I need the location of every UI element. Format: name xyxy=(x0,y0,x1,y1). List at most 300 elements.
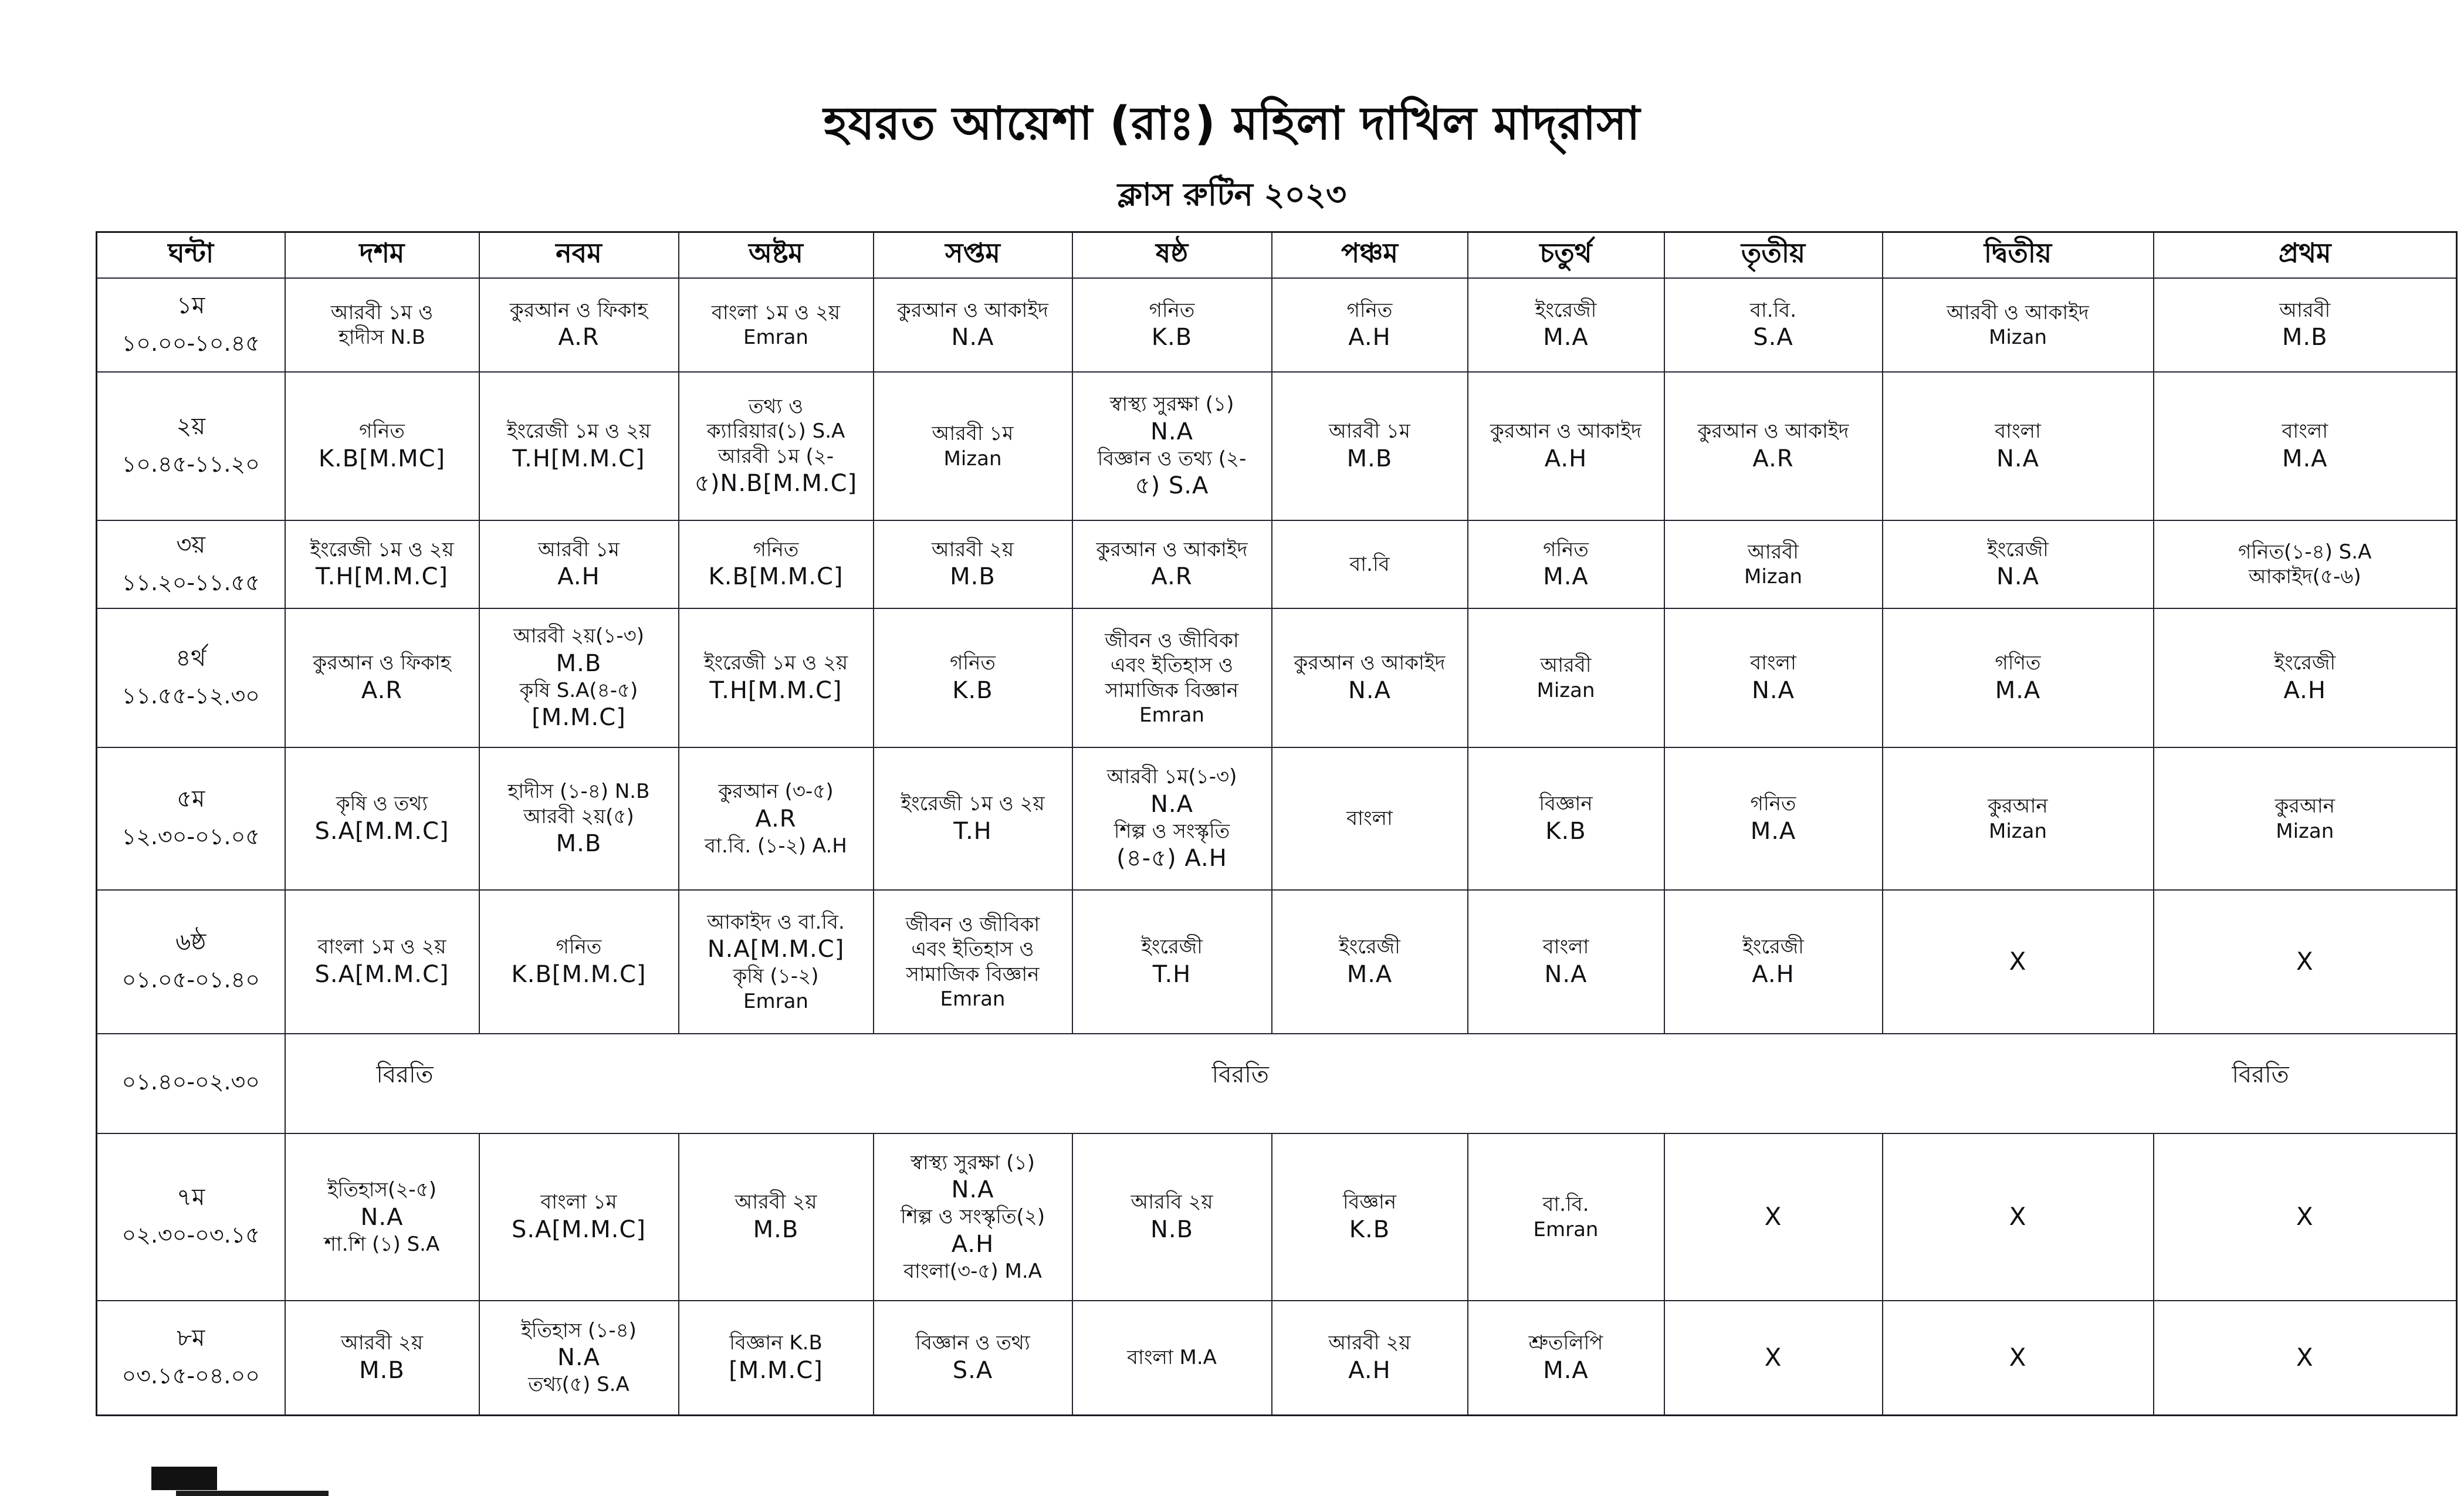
subject-cell-দ্বিতীয় xyxy=(1883,1301,2154,1415)
period-row-২য় xyxy=(97,372,2457,520)
cell-line: আরবী ১ম xyxy=(932,422,1014,445)
subject-cell-অষ্টম xyxy=(679,1301,874,1415)
subject-cell-ষষ্ঠ xyxy=(1072,608,1272,747)
subject-cell-প্রথম xyxy=(2154,1301,2457,1415)
cell-line: আরবী ২য় xyxy=(735,1190,817,1214)
cell-line: N.A xyxy=(360,1203,404,1231)
subject-cell-পঞ্চম xyxy=(1272,747,1468,890)
time-cell xyxy=(97,1301,285,1415)
subject-cell-ষষ্ঠ xyxy=(1072,890,1272,1034)
cell-line: কৃষি S.A(৪-৫) xyxy=(519,678,638,702)
cell-line: বিজ্ঞান ও তথ্য (২- xyxy=(1097,446,1247,471)
period-label: ২য় xyxy=(176,413,206,440)
time-cell xyxy=(97,278,285,372)
break-row xyxy=(97,1034,2457,1133)
cell-line: A.R xyxy=(1752,445,1794,472)
cell-line: আরবী ১ম ও xyxy=(330,300,434,324)
period-label: ৭ম xyxy=(177,1184,205,1211)
subject-cell-অষ্টম xyxy=(679,890,874,1034)
column-header-7: চতুর্থ xyxy=(1468,232,1664,279)
time-cell xyxy=(97,1034,285,1133)
cell-line: বাংলা ১ম xyxy=(540,1190,617,1214)
subject-cell-প্রথম xyxy=(2154,608,2457,747)
subject-cell-ষষ্ঠ xyxy=(1072,278,1272,372)
cell-line: স্বাস্থ্য সুরক্ষা (১) xyxy=(911,1150,1035,1175)
subject-cell-সপ্তম xyxy=(874,1301,1072,1415)
cell-line: এবং ইতিহাস ও xyxy=(911,937,1034,961)
cell-line: M.A xyxy=(2282,445,2328,472)
subject-cell-তৃতীয় xyxy=(1664,890,1883,1034)
subject-cell-সপ্তম xyxy=(874,608,1072,747)
cell-line: কুরআন ও আকাইদ xyxy=(1697,419,1849,444)
cell-line: T.H[M.M.C] xyxy=(315,563,449,591)
cell-line: শা.শি (১) S.A xyxy=(324,1232,440,1256)
cell-line: [M.M.C] xyxy=(532,704,626,731)
cell-line: শ্রুতলিপি xyxy=(1528,1331,1603,1355)
column-header-10: প্রথম xyxy=(2154,232,2457,279)
cell-line: M.B xyxy=(2282,324,2328,351)
cell-line: বিজ্ঞান xyxy=(1539,792,1593,816)
cell-line: Mizan xyxy=(2276,819,2334,843)
subject-cell-চতুর্থ xyxy=(1468,1133,1664,1301)
break-span-cell xyxy=(285,1034,2457,1133)
cell-line: তথ্য ও xyxy=(748,394,804,418)
subject-cell-অষ্টম xyxy=(679,1133,874,1301)
subject-cell-ষষ্ঠ xyxy=(1072,372,1272,520)
cell-line: বাংলা xyxy=(1346,807,1393,831)
subject-cell-অষ্টম xyxy=(679,747,874,890)
time-range: ১২.৩০-০১.০৫ xyxy=(121,824,260,849)
cell-line: A.H xyxy=(1752,960,1795,988)
cell-line: কুরআন (৩-৫) xyxy=(718,780,834,803)
cell-line: Mizan xyxy=(1536,678,1595,702)
subject-cell-দশম xyxy=(285,278,479,372)
subject-cell-ষষ্ঠ xyxy=(1072,520,1272,608)
column-header-5: ষষ্ঠ xyxy=(1072,232,1272,279)
subject-cell-নবম xyxy=(479,278,679,372)
page-subtitle: ক্লাস রুটিন ২০২৩ xyxy=(1117,176,1347,213)
time-range: ১০.০০-১০.৪৫ xyxy=(121,330,260,356)
subject-cell-সপ্তম xyxy=(874,278,1072,372)
subject-cell-অষ্টম xyxy=(679,608,874,747)
subject-cell-দ্বিতীয় xyxy=(1883,608,2154,747)
subject-cell-দ্বিতীয় xyxy=(1883,1133,2154,1301)
cell-line: আরবী xyxy=(2279,298,2331,322)
cell-line: ক্যারিয়ার(১) S.A xyxy=(706,419,845,444)
time-cell xyxy=(97,520,285,608)
cell-line: সামাজিক বিজ্ঞান xyxy=(1105,678,1239,702)
cell-line: A.H xyxy=(2283,676,2326,704)
cell-line: ইংরেজী xyxy=(1987,537,2049,561)
subject-cell-দ্বিতীয় xyxy=(1883,520,2154,608)
subject-cell-তৃতীয় xyxy=(1664,1133,1883,1301)
time-range: ১০.৪৫-১১.২০ xyxy=(121,451,260,477)
cell-line: আকাইদ(৫-৬) xyxy=(2248,565,2361,588)
column-header-2: নবম xyxy=(479,232,679,279)
subject-cell-নবম xyxy=(479,747,679,890)
cell-line: N.A xyxy=(951,1176,994,1204)
subject-cell-দশম xyxy=(285,1133,479,1301)
subject-cell-সপ্তম xyxy=(874,890,1072,1034)
no-class-mark: X xyxy=(2296,947,2314,976)
cell-line: বা.বি. xyxy=(1749,298,1797,322)
time-range: ১১.৫৫-১২.৩০ xyxy=(121,683,260,709)
cell-line: K.B xyxy=(952,676,993,704)
cell-line: (৪-৫) A.H xyxy=(1116,845,1227,872)
cell-line: গনিত xyxy=(1149,298,1195,322)
subject-cell-প্রথম xyxy=(2154,278,2457,372)
class-routine-table xyxy=(96,231,2458,1416)
subject-cell-পঞ্চম xyxy=(1272,1301,1468,1415)
cell-line: M.A xyxy=(1543,563,1589,591)
column-header-1: দশম xyxy=(285,232,479,279)
cell-line: আরবী ২য়(৫) xyxy=(523,804,634,828)
cell-line: A.R xyxy=(361,676,403,704)
subject-cell-তৃতীয় xyxy=(1664,1301,1883,1415)
time-range: ১১.২০-১১.৫৫ xyxy=(121,569,260,595)
subject-cell-অষ্টম xyxy=(679,520,874,608)
cell-line: T.H[M.M.C] xyxy=(709,676,842,704)
period-row-৮ম xyxy=(97,1301,2457,1415)
subject-cell-দশম xyxy=(285,608,479,747)
no-class-mark: X xyxy=(2296,1202,2314,1231)
cell-line: আরবী ১ম xyxy=(538,537,620,561)
time-cell xyxy=(97,372,285,520)
cell-line: M.B xyxy=(1346,445,1393,472)
column-header-8: তৃতীয় xyxy=(1664,232,1883,279)
cell-line: গনিত(১-৪) S.A xyxy=(2238,540,2372,564)
period-label: ৬ষ্ঠ xyxy=(175,929,207,956)
subject-cell-চতুর্থ xyxy=(1468,747,1664,890)
cell-line: A.H xyxy=(951,1230,994,1258)
cell-line: বাংলা ১ম ও ২য় xyxy=(317,935,446,959)
cell-line: গনিত xyxy=(753,537,799,561)
cell-line: কুরআন ও ফিকাহ xyxy=(313,651,451,675)
cell-line: জীবন ও জীবিকা xyxy=(1105,628,1239,652)
cell-line: M.B xyxy=(950,563,996,591)
cell-line: বাংলা(৩-৫) M.A xyxy=(903,1259,1042,1283)
subject-cell-পঞ্চম xyxy=(1272,890,1468,1034)
cell-line: শিল্প ও সংস্কৃতি(২) xyxy=(900,1205,1045,1229)
cell-line: আরবী ১ম(১-৩) xyxy=(1106,765,1237,788)
cell-line: কুরআন ও আকাইদ xyxy=(897,298,1048,322)
cell-line: কুরআন ও আকাইদ xyxy=(1096,537,1248,561)
cell-line: N.A xyxy=(1544,960,1588,988)
cell-line: এবং ইতিহাস ও xyxy=(1110,654,1234,677)
cell-line: S.A xyxy=(952,1356,993,1384)
cell-line: Emran xyxy=(743,989,808,1013)
subject-cell-দ্বিতীয় xyxy=(1883,890,2154,1034)
cell-line: ইতিহাস (১-৪) xyxy=(521,1318,637,1342)
subject-cell-দ্বিতীয় xyxy=(1883,278,2154,372)
cell-line: A.H xyxy=(557,563,600,591)
cell-line: বাংলা xyxy=(1542,935,1589,959)
subject-cell-চতুর্থ xyxy=(1468,890,1664,1034)
subject-cell-অষ্টম xyxy=(679,372,874,520)
subject-cell-ষষ্ঠ xyxy=(1072,1133,1272,1301)
cell-line: M.B xyxy=(556,830,602,857)
period-label: ৩য় xyxy=(176,531,206,559)
period-row-৩য় xyxy=(97,520,2457,608)
cell-line: Mizan xyxy=(1988,326,2047,349)
time-cell xyxy=(97,1133,285,1301)
cell-line: K.B[M.M.C] xyxy=(511,960,647,988)
cell-line: T.H xyxy=(953,817,992,845)
cell-line: N.A xyxy=(1150,418,1193,445)
cell-line: কৃষি (১-২) xyxy=(733,964,819,989)
subject-cell-অষ্টম xyxy=(679,278,874,372)
column-header-4: সপ্তম xyxy=(874,232,1072,279)
subject-cell-চতুর্থ xyxy=(1468,608,1664,747)
cell-line: M.B xyxy=(359,1356,405,1384)
cell-line: T.H xyxy=(1152,960,1192,988)
period-row-৬ষ্ঠ xyxy=(97,890,2457,1034)
cell-line: হাদীস N.B xyxy=(338,326,426,349)
cell-line: আকাইদ ও বা.বি. xyxy=(707,910,845,934)
column-header-9: দ্বিতীয় xyxy=(1883,232,2154,279)
cell-line: বা.বি. (১-২) A.H xyxy=(705,834,847,858)
period-label: ৫ম xyxy=(177,786,205,813)
cell-line: গনিত xyxy=(1543,537,1589,561)
break-label-1: বিরতি xyxy=(1211,1061,1269,1088)
cell-line: N.A xyxy=(1996,563,2039,591)
cell-line: A.H xyxy=(1348,1356,1391,1384)
cell-line: M.A xyxy=(1750,817,1796,845)
cell-line: গনিত xyxy=(359,419,405,444)
subject-cell-পঞ্চম xyxy=(1272,520,1468,608)
cell-line: K.B[M.MC] xyxy=(318,445,446,472)
cell-line: ইংরেজী ১ম ও ২য় xyxy=(310,537,454,561)
scan-artifact xyxy=(151,1467,217,1490)
subject-cell-পঞ্চম xyxy=(1272,372,1468,520)
column-header-6: পঞ্চম xyxy=(1272,232,1468,279)
subject-cell-ষষ্ঠ xyxy=(1072,747,1272,890)
subject-cell-দ্বিতীয় xyxy=(1883,372,2154,520)
cell-line: S.A[M.M.C] xyxy=(314,817,449,845)
subject-cell-সপ্তম xyxy=(874,747,1072,890)
cell-line: হাদীস (১-৪) N.B xyxy=(507,780,650,803)
cell-line: K.B[M.M.C] xyxy=(708,563,844,591)
cell-line: ইংরেজী ১ম ও ২য় xyxy=(506,419,651,444)
cell-line: M.B xyxy=(753,1216,799,1243)
cell-line: A.H xyxy=(1348,324,1391,351)
cell-line: বিজ্ঞান K.B xyxy=(729,1331,823,1355)
time-range: ০১.০৫-০১.৪০ xyxy=(121,967,260,993)
cell-line: K.B xyxy=(1349,1216,1390,1243)
subject-cell-দশম xyxy=(285,747,479,890)
cell-line: গনিত xyxy=(1346,298,1393,322)
subject-cell-প্রথম xyxy=(2154,747,2457,890)
cell-line: M.A xyxy=(1543,1356,1589,1384)
cell-line: Emran xyxy=(743,326,808,349)
no-class-mark: X xyxy=(2009,947,2027,976)
cell-line: A.R xyxy=(755,805,797,832)
cell-line: কুরআন ও আকাইদ xyxy=(1294,651,1446,675)
subject-cell-তৃতীয় xyxy=(1664,747,1883,890)
cell-line: S.A xyxy=(1753,324,1793,351)
subject-cell-পঞ্চম xyxy=(1272,278,1468,372)
cell-line: S.A[M.M.C] xyxy=(314,960,449,988)
cell-line: ৫)N.B[M.M.C] xyxy=(694,470,858,497)
subject-cell-তৃতীয় xyxy=(1664,372,1883,520)
subject-cell-প্রথম xyxy=(2154,890,2457,1034)
cell-line: N.A[M.M.C] xyxy=(707,936,845,963)
subject-cell-সপ্তম xyxy=(874,520,1072,608)
subject-cell-নবম xyxy=(479,520,679,608)
cell-line: আরবী ও আকাইদ xyxy=(1947,300,2089,324)
time-range: ০৩.১৫-০৪.০০ xyxy=(121,1362,260,1389)
cell-line: শিল্প ও সংস্কৃতি xyxy=(1113,819,1230,843)
period-row-৪র্থ xyxy=(97,608,2457,747)
subject-cell-দশম xyxy=(285,520,479,608)
subject-cell-দশম xyxy=(285,372,479,520)
time-range: ০২.৩০-০৩.১৫ xyxy=(121,1222,260,1248)
cell-line: কুরআন xyxy=(1988,794,2048,818)
no-class-mark: X xyxy=(1764,1202,1782,1231)
cell-line: Emran xyxy=(940,987,1006,1011)
cell-line: স্বাস্থ্য সুরক্ষা (১) xyxy=(1109,392,1234,416)
cell-line: বিজ্ঞান xyxy=(1342,1190,1397,1214)
cell-line: ইংরেজী xyxy=(1742,935,1804,959)
cell-line: তথ্য(৫) S.A xyxy=(528,1373,629,1397)
cell-line: আরবী ২য় xyxy=(932,537,1014,561)
subject-cell-তৃতীয় xyxy=(1664,278,1883,372)
cell-line: আরবী ২য়(১-৩) xyxy=(513,624,644,648)
no-class-mark: X xyxy=(2296,1343,2314,1372)
subject-cell-চতুর্থ xyxy=(1468,372,1664,520)
period-label: ১ম xyxy=(177,292,205,319)
cell-line: M.A xyxy=(1543,324,1589,351)
cell-line: N.B xyxy=(1150,1216,1194,1243)
subject-cell-চতুর্থ xyxy=(1468,278,1664,372)
subject-cell-দশম xyxy=(285,1301,479,1415)
cell-line: বা.বি. xyxy=(1542,1193,1589,1216)
cell-line: বা.বি xyxy=(1349,552,1390,576)
time-cell xyxy=(97,747,285,890)
subject-cell-ষষ্ঠ xyxy=(1072,1301,1272,1415)
subject-cell-নবম xyxy=(479,890,679,1034)
subject-cell-দশম xyxy=(285,890,479,1034)
cell-line: T.H[M.M.C] xyxy=(512,445,645,472)
cell-line: [M.M.C] xyxy=(729,1356,823,1384)
time-cell xyxy=(97,608,285,747)
cell-line: K.B xyxy=(1151,324,1193,351)
break-label-2: বিরতি xyxy=(2232,1061,2289,1088)
cell-line: ইতিহাস(২-৫) xyxy=(327,1178,437,1201)
period-row-৭ম xyxy=(97,1133,2457,1301)
page-title: হযরত আয়েশা (রাঃ) মহিলা দাখিল মাদ্‌রাসা xyxy=(823,97,1641,150)
cell-line: Emran xyxy=(1139,703,1204,727)
no-class-mark: X xyxy=(1764,1343,1782,1372)
subject-cell-চতুর্থ xyxy=(1468,1301,1664,1415)
subject-cell-নবম xyxy=(479,1133,679,1301)
cell-line: Mizan xyxy=(1988,819,2047,843)
cell-line: M.A xyxy=(1346,960,1393,988)
cell-line: আরবী ২য় xyxy=(1328,1331,1411,1355)
subject-cell-নবম xyxy=(479,1301,679,1415)
scan-artifact-line xyxy=(176,1491,329,1496)
cell-line: বাংলা M.A xyxy=(1127,1346,1217,1369)
period-row-১ম xyxy=(97,278,2457,372)
cell-line: বাংলা ১ম ও ২য় xyxy=(711,300,841,324)
header-row xyxy=(97,232,2457,279)
subject-cell-চতুর্থ xyxy=(1468,520,1664,608)
cell-line: N.A xyxy=(557,1344,600,1372)
cell-line: ইংরেজী xyxy=(1535,298,1597,322)
subject-cell-দ্বিতীয় xyxy=(1883,747,2154,890)
column-header-3: অষ্টম xyxy=(679,232,874,279)
cell-line: আরবী xyxy=(1747,540,1799,564)
cell-line: Mizan xyxy=(943,446,1002,471)
cell-line: কুরআন ও আকাইদ xyxy=(1490,419,1641,444)
subject-cell-সপ্তম xyxy=(874,372,1072,520)
subject-cell-প্রথম xyxy=(2154,520,2457,608)
time-range: ০১.৪০-০২.৩০ xyxy=(121,1069,260,1095)
cell-line: গনিত xyxy=(556,935,602,959)
cell-line: আরবী ১ম xyxy=(1329,419,1410,444)
cell-line: কৃষি ও তথ্য xyxy=(336,792,428,816)
subject-cell-প্রথম xyxy=(2154,1133,2457,1301)
period-row-৫ম xyxy=(97,747,2457,890)
cell-line: আরবী ১ম (২- xyxy=(717,444,834,468)
cell-line: N.A xyxy=(1752,676,1795,704)
cell-line: M.B xyxy=(556,649,602,677)
subject-cell-তৃতীয় xyxy=(1664,520,1883,608)
subject-cell-পঞ্চম xyxy=(1272,1133,1468,1301)
cell-line: N.A xyxy=(1996,445,2039,472)
cell-line: A.R xyxy=(558,324,600,351)
cell-line: A.R xyxy=(1151,563,1193,591)
cell-line: Emran xyxy=(1533,1217,1599,1241)
cell-line: কুরআন ও ফিকাহ xyxy=(509,298,648,322)
period-label: ৪র্থ xyxy=(175,645,207,672)
column-header-0: ঘন্টা xyxy=(97,232,285,279)
cell-line: বাংলা xyxy=(1750,651,1796,675)
cell-line: কুরআন xyxy=(2275,794,2335,818)
cell-line: S.A[M.M.C] xyxy=(511,1216,647,1243)
cell-line: গণিত xyxy=(1995,651,2041,675)
cell-line: ইংরেজী ১ম ও ২য় xyxy=(703,651,848,675)
cell-line: বিজ্ঞান ও তথ্য xyxy=(915,1331,1030,1355)
routine-body xyxy=(97,278,2457,1415)
cell-line: সামাজিক বিজ্ঞান xyxy=(906,962,1040,986)
cell-line: ইংরেজী xyxy=(1339,935,1400,959)
cell-line: জীবন ও জীবিকা xyxy=(905,912,1040,936)
subject-cell-নবম xyxy=(479,608,679,747)
period-label: ৮ম xyxy=(177,1324,205,1352)
no-class-mark: X xyxy=(2009,1202,2027,1231)
cell-line: গনিত xyxy=(1750,792,1796,816)
time-cell xyxy=(97,890,285,1034)
subject-cell-সপ্তম xyxy=(874,1133,1072,1301)
subject-cell-নবম xyxy=(479,372,679,520)
cell-line: আরবি ২য় xyxy=(1131,1190,1213,1214)
cell-line: Mizan xyxy=(1744,565,1802,588)
subject-cell-প্রথম xyxy=(2154,372,2457,520)
cell-line: ৫) S.A xyxy=(1135,472,1209,499)
cell-line: N.A xyxy=(1150,790,1193,818)
no-class-mark: X xyxy=(2009,1343,2027,1372)
cell-line: ইংরেজী ১ম ও ২য় xyxy=(901,792,1045,816)
cell-line: K.B xyxy=(1545,817,1586,845)
cell-line: গনিত xyxy=(950,651,996,675)
cell-line: N.A xyxy=(1348,676,1391,704)
cell-line: বাংলা xyxy=(2282,419,2328,444)
subject-cell-পঞ্চম xyxy=(1272,608,1468,747)
cell-line: আরবী ২য় xyxy=(341,1331,423,1355)
cell-line: ইংরেজী xyxy=(2274,651,2336,675)
cell-line: আরবী xyxy=(1540,654,1592,677)
